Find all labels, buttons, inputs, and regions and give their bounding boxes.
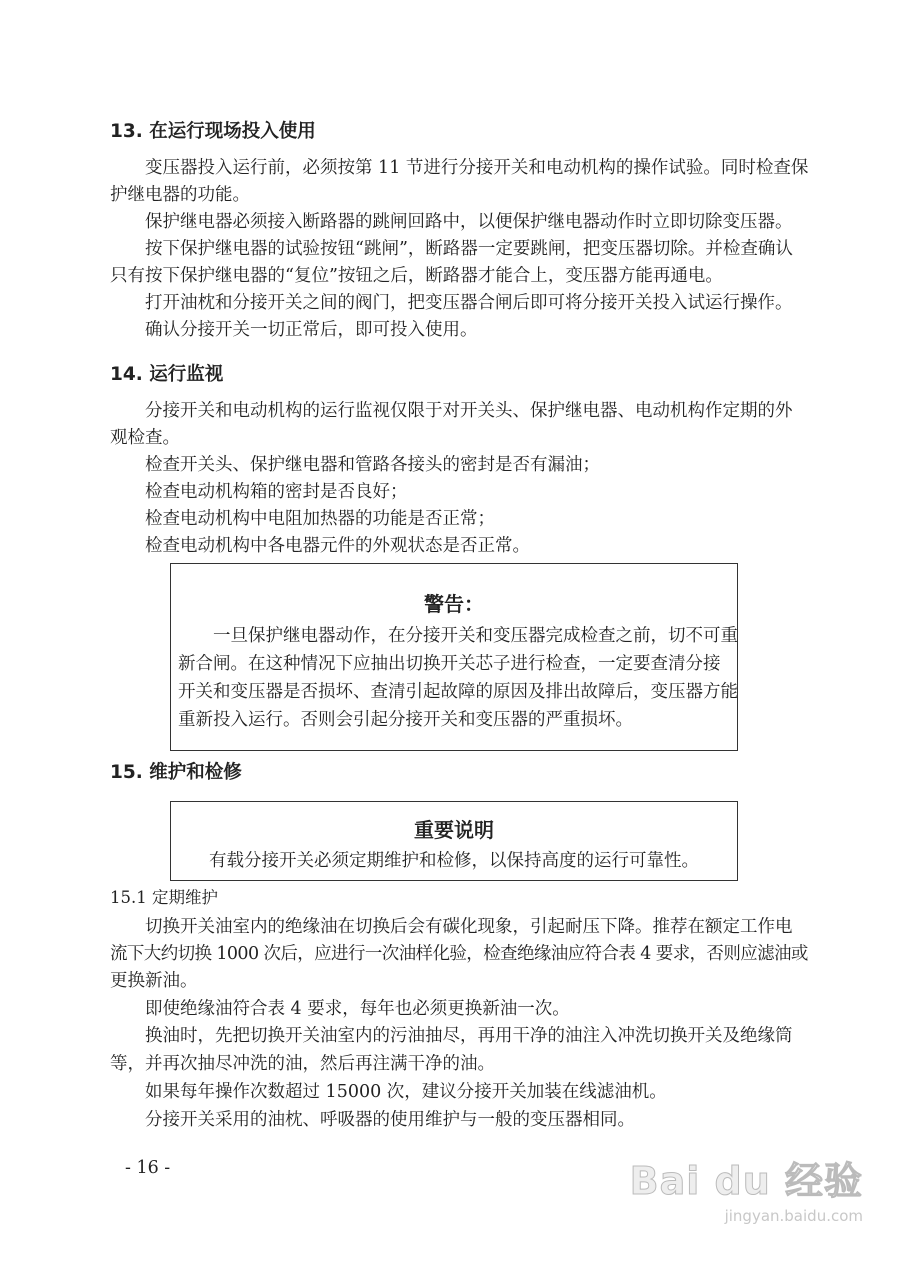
baidu-watermark-logo [630,1150,863,1225]
watermark-brand: Bai du 经验 [629,1159,863,1203]
warning-title: 警告： [424,592,484,616]
warning-line: 一旦保护继电器动作，在分接开关和变压器完成检查之前，切不可重 [213,626,738,646]
section-13-title: 13. 在运行现场投入使用 [110,121,316,142]
paragraph-line: 检查电动机构箱的密封是否良好； [145,482,408,502]
paragraph-line: 如果每年操作次数超过 15000 次，建议分接开关加装在线滤油机。 [145,1082,667,1102]
notice-title: 重要说明 [414,818,494,842]
paragraph-line: 分接开关和电动机构的运行监视仅限于对开关头、保护继电器、电动机构作定期的外 [145,401,793,421]
paragraph-line: 分接开关采用的油枕、呼吸器的使用维护与一般的变压器相同。 [145,1110,635,1130]
paragraph-line: 护继电器的功能。 [110,185,250,205]
paragraph-line: 保护继电器必须接入断路器的跳闸回路中，以便保护继电器动作时立即切除变压器。 [145,212,793,232]
paragraph-line: 变压器投入运行前，必须按第 11 节进行分接开关和电动机构的操作试验。同时检查保 [145,158,809,178]
paragraph-line: 检查开关头、保护继电器和管路各接头的密封是否有漏油； [145,455,600,475]
paragraph-line: 只有按下保护继电器的“复位”按钮之后，断路器才能合上，变压器方能再通电。 [110,266,723,286]
warning-line: 新合闸。在这种情况下应抽出切换开关芯子进行检查，一定要查清分接 [178,654,721,674]
section-14-title: 14. 运行监视 [110,364,224,385]
notice-text: 有载分接开关必须定期维护和检修，以保持高度的运行可靠性。 [209,851,699,871]
paragraph-line: 流下大约切换 1000 次后，应进行一次油样化验，检查绝缘油应符合表 4 要求，否则应滤油或 [110,944,808,964]
paragraph-line: 等，并再次抽尽冲洗的油，然后再注满干净的油。 [110,1054,495,1074]
warning-box [170,563,738,751]
paragraph-line: 检查电动机构中各电器元件的外观状态是否正常。 [145,536,530,556]
section-15-title: 15. 维护和检修 [110,762,242,783]
paragraph-line: 检查电动机构中电阻加热器的功能是否正常； [145,509,495,529]
paragraph-line: 即使绝缘油符合表 4 要求，每年也必须更换新油一次。 [145,999,570,1019]
paragraph-line: 更换新油。 [110,971,198,991]
subsection-title: 15.1 定期维护 [110,888,218,907]
warning-line: 重新投入运行。否则会引起分接开关和变压器的严重损坏。 [178,710,633,730]
paragraph-line: 切换开关油室内的绝缘油在切换后会有碳化现象，引起耐压下降。推荐在额定工作电 [145,917,793,937]
paragraph-line: 打开油枕和分接开关之间的阀门，把变压器合闸后即可将分接开关投入试运行操作。 [145,293,793,313]
paragraph-line: 观检查。 [110,428,180,448]
paragraph-line: 确认分接开关一切正常后，即可投入使用。 [145,320,478,340]
paragraph-line: 按下保护继电器的试验按钮“跳闸”，断路器一定要跳闸，把变压器切除。并检查确认 [145,239,793,259]
paragraph-line: 换油时，先把切换开关油室内的污油抽尽，再用干净的油注入冲洗切换开关及绝缘筒 [145,1026,793,1046]
watermark-url: jingyan.baidu.com [724,1207,863,1225]
warning-line: 开关和变压器是否损坏、查清引起故障的原因及排出故障后，变压器方能 [178,682,738,702]
important-notice-box [170,801,738,881]
page-number: - 16 - [125,1158,171,1178]
